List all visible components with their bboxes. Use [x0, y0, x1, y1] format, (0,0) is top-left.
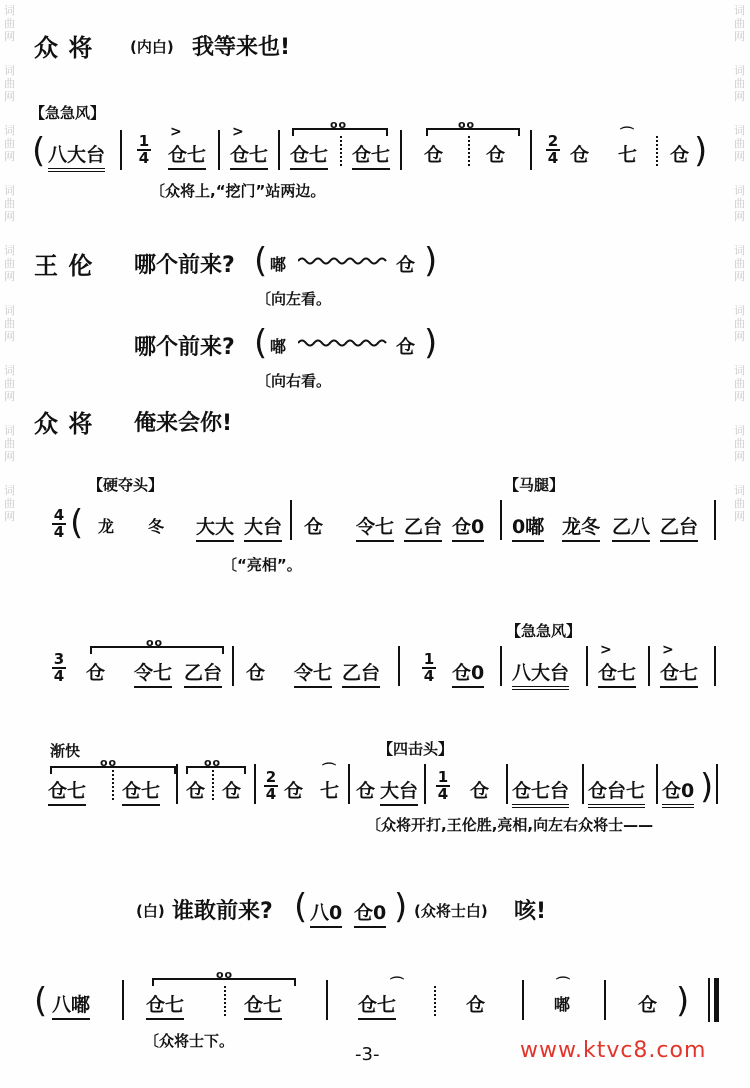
- fermata-mark: ⌒: [556, 977, 570, 993]
- site-watermark: www.ktvc8.com: [520, 1038, 707, 1063]
- beat-cangqi: 仓七: [122, 776, 160, 806]
- watermark-right-5: 词曲网: [734, 244, 745, 283]
- beat-du: 嘟: [270, 337, 287, 356]
- dotted-barline: [212, 770, 215, 800]
- watermark-right-3: 词曲网: [734, 124, 745, 163]
- watermark-left-4: 词曲网: [4, 184, 15, 223]
- tremolo-wave: [298, 338, 388, 348]
- aside-neibai: (内白): [130, 38, 174, 56]
- pattern-matui: 【马腿】: [504, 476, 565, 494]
- fermata-mark: ⌒: [620, 127, 634, 143]
- watermark-left-8: 词曲网: [4, 424, 15, 463]
- pattern-yingduotou: 【硬夺头】: [88, 476, 164, 494]
- beat-longdong: 龙冬: [562, 512, 600, 542]
- beat-cangqi: 仓七: [358, 990, 396, 1020]
- paren-close-4: ): [700, 767, 714, 807]
- fermata-mark: ⌒: [390, 977, 404, 993]
- beat-cang: 仓: [486, 144, 506, 166]
- beat-cangqi: 仓七: [168, 140, 206, 170]
- beat-yitai: 乙台: [660, 512, 698, 542]
- pattern-jijifeng-2: 【急急风】: [506, 622, 582, 640]
- dotted-barline: [468, 136, 471, 166]
- barline: [522, 980, 524, 1020]
- beat-datai: 大台: [244, 512, 282, 542]
- barline: [400, 130, 402, 170]
- beat-cang0: 仓0: [452, 512, 484, 542]
- accent-mark: >: [600, 642, 612, 658]
- tremolo-wave: [298, 256, 388, 266]
- fermata-mark: ⌒: [322, 763, 336, 779]
- time-sig-2-4: $\frac{2}{4}$: [265, 768, 277, 803]
- paren-open-2: (: [254, 241, 268, 281]
- accent-mark: >: [170, 124, 182, 140]
- beat-cangqi: 仓七: [352, 140, 390, 170]
- beat-badu: 八嘟: [52, 990, 90, 1020]
- paren-close-3: ): [424, 323, 438, 363]
- dotted-barline: [434, 986, 437, 1016]
- watermark-right-9: 词曲网: [734, 484, 745, 523]
- watermark-left-6: 词曲网: [4, 304, 15, 343]
- beat-badatai-2: 八大台: [512, 658, 569, 690]
- barline: [278, 130, 280, 170]
- beat-badatai-1: 八大台: [48, 140, 105, 172]
- time-sig-1-4: $\frac{1}{4}$: [437, 768, 449, 803]
- watermark-right-4: 词曲网: [734, 184, 745, 223]
- speech-line2: 哪个前来?: [134, 253, 235, 278]
- time-sig-1-4: $\frac{1}{4}$: [138, 132, 150, 167]
- beat-cangqi: 仓七: [230, 140, 268, 170]
- dot-marks: oo: [146, 636, 164, 649]
- watermark-left-2: 词曲网: [4, 64, 15, 103]
- barline: [716, 764, 718, 804]
- tempo-jiankuai: 渐快: [50, 742, 81, 760]
- speech-line1: 我等来也!: [192, 35, 291, 60]
- barline: [586, 646, 588, 686]
- dot-marks: oo: [458, 118, 476, 131]
- stage-direction-2: 〔向左看。: [256, 290, 332, 308]
- role-zhongjiang-2: 众 将: [34, 410, 94, 438]
- beat-cang0: 仓0: [354, 898, 386, 928]
- barline: [530, 130, 532, 170]
- beat-cang: 仓: [570, 144, 590, 166]
- beat-cang: 仓: [470, 780, 490, 802]
- beat-cang: 仓: [222, 780, 242, 802]
- beat-cangtaiqi: 仓台七: [588, 776, 645, 808]
- paren-close-6: ): [676, 981, 690, 1021]
- barline: [656, 764, 658, 804]
- barline: [582, 764, 584, 804]
- pattern-sijitou: 【四击头】: [378, 740, 454, 758]
- role-wanglun: 王 伦: [34, 252, 94, 280]
- beat-cangqi: 仓七: [48, 776, 86, 806]
- beat-qi: 七: [320, 780, 340, 802]
- time-sig-2-4: $\frac{2}{4}$: [547, 132, 559, 167]
- barline: [714, 646, 716, 686]
- beat-cangqi: 仓七: [598, 658, 636, 688]
- beat-cang: 仓: [304, 516, 324, 538]
- dot-marks: oo: [330, 118, 348, 131]
- beat-yitai: 乙台: [342, 658, 380, 688]
- beat-cang: 仓: [356, 780, 376, 802]
- dot-marks: oo: [100, 756, 118, 769]
- barline: [326, 980, 328, 1020]
- beat-cangqi: 仓七: [146, 990, 184, 1020]
- barline: [254, 764, 256, 804]
- beat-lingqi: 令七: [356, 512, 394, 542]
- time-sig-1-4: $\frac{1}{4}$: [423, 650, 435, 685]
- beat-cang: 仓: [246, 662, 266, 684]
- beat-cang: 仓: [396, 336, 416, 358]
- beat-cang: 仓: [670, 144, 690, 166]
- speech-line5: 谁敢前来?: [172, 899, 273, 924]
- beat-qi: 七: [618, 144, 638, 166]
- speech-reply: 咳!: [514, 899, 547, 924]
- beat-cangqitai: 仓七台: [512, 776, 569, 808]
- stage-direction-3: 〔向右看。: [256, 372, 332, 390]
- watermark-left-7: 词曲网: [4, 364, 15, 403]
- aside-zhongjiangshi-bai: (众将士白): [414, 902, 488, 920]
- paren-close-2: ): [424, 241, 438, 281]
- watermark-left-9: 词曲网: [4, 484, 15, 523]
- beat-datai: 大台: [380, 776, 418, 806]
- dotted-barline: [224, 986, 227, 1016]
- beat-du: 嘟: [554, 995, 571, 1014]
- beat-cang0: 仓0: [452, 658, 484, 688]
- watermark-right-8: 词曲网: [734, 424, 745, 463]
- page-number: -3-: [355, 1044, 380, 1065]
- dotted-barline: [656, 136, 659, 166]
- beat-cang: 仓: [424, 144, 444, 166]
- barline: [506, 764, 508, 804]
- beat-dada: 大大: [196, 512, 234, 542]
- watermark-right-6: 词曲网: [734, 304, 745, 343]
- dotted-barline: [340, 136, 343, 166]
- beat-lingqi: 令七: [294, 658, 332, 688]
- paren-open-3: (: [254, 323, 268, 363]
- barline: [290, 500, 292, 540]
- beat-cang: 仓: [638, 994, 658, 1016]
- accent-mark: >: [232, 124, 244, 140]
- beat-long: 龙: [98, 517, 115, 536]
- barline: [648, 646, 650, 686]
- watermark-right-7: 词曲网: [734, 364, 745, 403]
- barline: [500, 646, 502, 686]
- watermark-left-5: 词曲网: [4, 244, 15, 283]
- pattern-jijifeng-1: 【急急风】: [30, 104, 106, 122]
- barline: [604, 980, 606, 1020]
- accent-mark: >: [662, 642, 674, 658]
- role-zhongjiang-1: 众 将: [34, 34, 94, 62]
- beat-cang: 仓: [396, 254, 416, 276]
- beat-cangqi: 仓七: [244, 990, 282, 1020]
- stage-direction-4: 〔“亮相”。: [222, 556, 302, 574]
- beat-du: 嘟: [270, 255, 287, 274]
- final-barline-thick: [714, 978, 719, 1022]
- final-barline-thin: [708, 978, 710, 1022]
- beat-yiba: 乙八: [612, 512, 650, 542]
- speech-line4: 俺来会你!: [134, 411, 233, 436]
- barline: [714, 500, 716, 540]
- stage-direction-6: 〔众将士下。: [144, 1032, 235, 1050]
- beat-yitai: 乙台: [404, 512, 442, 542]
- beat-cang: 仓: [466, 994, 486, 1016]
- watermark-left-1: 词曲网: [4, 4, 15, 43]
- paren-open-5: (: [294, 887, 308, 927]
- watermark-right-2: 词曲网: [734, 64, 745, 103]
- beat-ba0: 八0: [310, 898, 342, 928]
- time-sig-3-4: $\frac{3}{4}$: [53, 650, 65, 685]
- dot-marks: oo: [216, 968, 234, 981]
- beat-cang0: 仓0: [662, 776, 694, 808]
- paren-open-4: (: [70, 503, 84, 543]
- beat-cang: 仓: [186, 780, 206, 802]
- time-sig-4-4: $\frac{4}{4}$: [53, 506, 65, 541]
- stage-direction-5: 〔众将开打,王伦胜,亮相,向左右众将士——: [366, 816, 654, 834]
- beat-0du: 0嘟: [512, 512, 544, 542]
- beat-cang: 仓: [284, 780, 304, 802]
- beat-cangqi: 仓七: [660, 658, 698, 688]
- barline: [500, 500, 502, 540]
- barline: [176, 764, 178, 804]
- barline: [122, 980, 124, 1020]
- barline: [218, 130, 220, 170]
- aside-bai: (白): [136, 902, 165, 920]
- barline: [424, 764, 426, 804]
- watermark-left-3: 词曲网: [4, 124, 15, 163]
- paren-open-6: (: [34, 981, 48, 1021]
- stage-direction-1: 〔众将上,“挖门”站两边。: [150, 182, 326, 200]
- barline: [120, 130, 122, 170]
- beat-cangqi: 仓七: [290, 140, 328, 170]
- watermark-right-1: 词曲网: [734, 4, 745, 43]
- barline: [232, 646, 234, 686]
- paren-close-5: ): [394, 887, 408, 927]
- barline: [398, 646, 400, 686]
- beat-lingqi: 令七: [134, 658, 172, 688]
- beat-dong: 冬: [148, 517, 165, 536]
- barline: [348, 764, 350, 804]
- paren-close-1: ): [694, 131, 708, 171]
- speech-line3: 哪个前来?: [134, 335, 235, 360]
- paren-open-1: (: [32, 131, 46, 171]
- beat-cang: 仓: [86, 662, 106, 684]
- dotted-barline: [112, 770, 115, 800]
- dot-marks: oo: [204, 756, 222, 769]
- beat-yitai: 乙台: [184, 658, 222, 688]
